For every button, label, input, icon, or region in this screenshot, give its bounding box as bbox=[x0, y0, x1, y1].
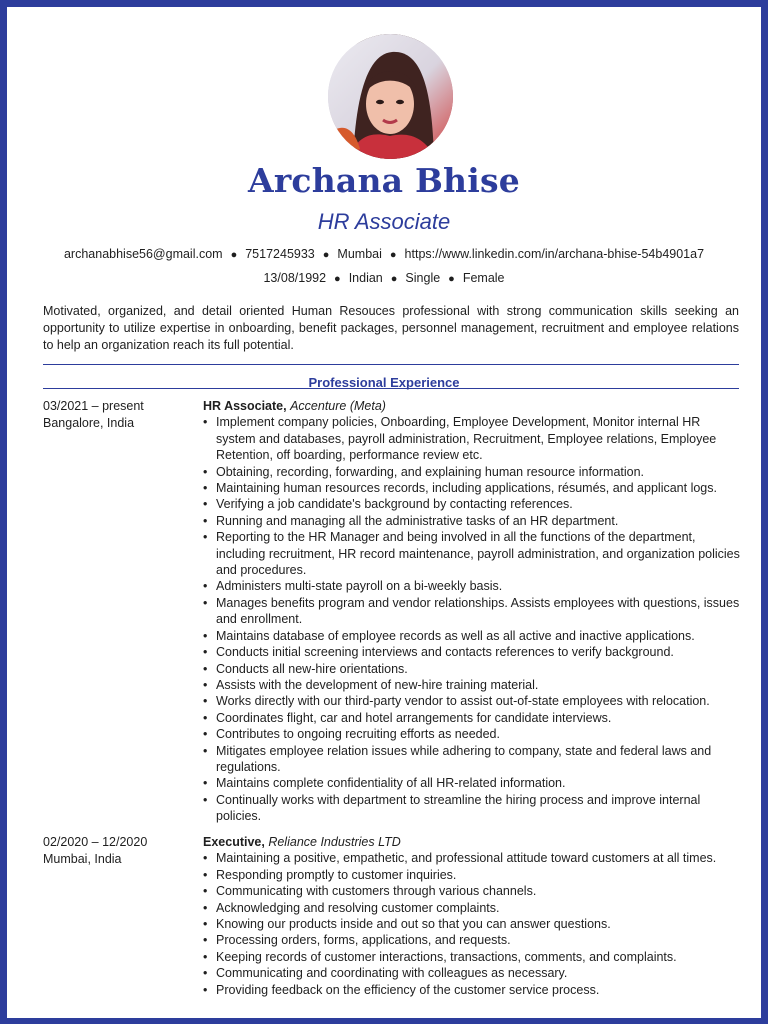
phone-number: 7517245933 bbox=[245, 247, 315, 261]
list-item: • Works directly with our third-party vendor to assist out-of-state employees with relocation. bbox=[203, 693, 743, 709]
list-item: • Implement company policies, Onboarding, Employee Development, Monitor internal HR system and databases, payroll administration, Recruitment, Employee relations, Employee Retention, off boarding, performance review etc. bbox=[203, 414, 743, 463]
list-item: • Running and managing all the administrative tasks of an HR department. bbox=[203, 513, 743, 529]
list-item: • Maintains database of employee records as well as all active and inactive applications. bbox=[203, 628, 743, 644]
list-item: • Mitigates employee relation issues while adhering to company, state and federal laws and regulations. bbox=[203, 743, 743, 776]
section-divider-bottom bbox=[43, 388, 739, 389]
list-item: • Maintaining a positive, empathetic, and professional attitude toward customers at all times. bbox=[203, 850, 743, 866]
job-location: Mumbai, India bbox=[43, 852, 122, 866]
list-item: • Maintains complete confidentiality of all HR-related information. bbox=[203, 775, 743, 791]
job-company: Reliance Industries LTD bbox=[268, 835, 401, 849]
job-meta bbox=[43, 834, 198, 868]
candidate-name: Archana Bhise bbox=[248, 161, 520, 200]
list-item: • Conducts all new-hire orientations. bbox=[203, 661, 743, 677]
job-details bbox=[203, 398, 743, 825]
gender: Female bbox=[462, 271, 505, 285]
separator-dot: ● bbox=[334, 273, 341, 285]
separator-dot: ● bbox=[390, 273, 398, 285]
list-item: • Providing feedback on the efficiency of the customer service process. bbox=[203, 982, 743, 998]
profile-photo bbox=[328, 34, 453, 159]
list-item: • Maintaining human resources records, including applications, résumés, and applicant logs. bbox=[203, 480, 743, 496]
job-title-line bbox=[203, 398, 743, 414]
job-company: Accenture (Meta) bbox=[290, 399, 386, 413]
date-of-birth: 13/08/1992 bbox=[263, 271, 327, 285]
list-item: • Communicating and coordinating with colleagues as necessary. bbox=[203, 965, 743, 981]
contact-line-primary bbox=[7, 247, 761, 261]
list-item: • Verifying a job candidate's background by contacting references. bbox=[203, 496, 743, 512]
list-item: • Administers multi-state payroll on a bi-weekly basis. bbox=[203, 578, 743, 594]
marital-status: Single bbox=[405, 271, 441, 285]
job-bullets bbox=[203, 850, 743, 998]
profile-summary: Motivated, organized, and detail oriented Human Resouces professional with strong communication skills seeking an opportunity to utilize expertise in onboarding, benefit packages, personnel management, recruitment and employee relations to help an organization reach its full potential. bbox=[43, 304, 739, 352]
job-details bbox=[203, 834, 743, 998]
nationality: Indian bbox=[348, 271, 383, 285]
list-item: • Manages benefits program and vendor relationships. Assists employees with questions, issues and enrollment. bbox=[203, 595, 743, 628]
job-dates: 03/2021 – present bbox=[43, 399, 144, 413]
job-title-line bbox=[203, 834, 743, 850]
email-link[interactable]: archanabhise56@gmail.com bbox=[63, 247, 223, 261]
list-item: • Contributes to ongoing recruiting efforts as needed. bbox=[203, 726, 743, 742]
section-title-experience: Professional Experience bbox=[308, 375, 460, 390]
list-item: • Keeping records of customer interactions, transactions, comments, and complaints. bbox=[203, 949, 743, 965]
list-item: • Assists with the development of new-hire training material. bbox=[203, 677, 743, 693]
list-item: • Knowing our products inside and out so that you can answer questions. bbox=[203, 916, 743, 932]
separator-dot: ● bbox=[322, 249, 330, 261]
contact-line-personal bbox=[7, 271, 761, 285]
job-bullets bbox=[203, 414, 743, 824]
list-item: • Continually works with department to streamline the hiring process and improve internal policies. bbox=[203, 792, 743, 825]
linkedin-link[interactable]: https://www.linkedin.com/in/archana-bhise-54b4901a7 bbox=[404, 247, 705, 261]
candidate-role: HR Associate bbox=[317, 209, 451, 234]
list-item: • Processing orders, forms, applications, and requests. bbox=[203, 932, 743, 948]
separator-dot: ● bbox=[448, 273, 455, 285]
separator-dot: ● bbox=[389, 249, 397, 261]
job-dates: 02/2020 – 12/2020 bbox=[43, 835, 148, 849]
job-location: Bangalore, India bbox=[43, 416, 135, 430]
job-position: HR Associate, bbox=[203, 399, 287, 413]
list-item: • Acknowledging and resolving customer complaints. bbox=[203, 900, 743, 916]
list-item: • Responding promptly to customer inquiries. bbox=[203, 867, 743, 883]
list-item: • Obtaining, recording, forwarding, and explaining human resource information. bbox=[203, 464, 743, 480]
separator-dot: ● bbox=[230, 249, 238, 261]
list-item: • Conducts initial screening interviews and contacts references to verify background. bbox=[203, 644, 743, 660]
list-item: • Coordinates flight, car and hotel arrangements for candidate interviews. bbox=[203, 710, 743, 726]
job-position: Executive, bbox=[203, 835, 265, 849]
city: Mumbai bbox=[337, 247, 382, 261]
profile-photo-image bbox=[328, 34, 453, 159]
list-item: • Communicating with customers through various channels. bbox=[203, 883, 743, 899]
section-divider-top bbox=[43, 364, 739, 365]
job-meta bbox=[43, 398, 198, 432]
list-item: • Reporting to the HR Manager and being involved in all the functions of the department, including recruitment, HR record maintenance, payroll administration, and organization policies and procedures. bbox=[203, 529, 743, 578]
